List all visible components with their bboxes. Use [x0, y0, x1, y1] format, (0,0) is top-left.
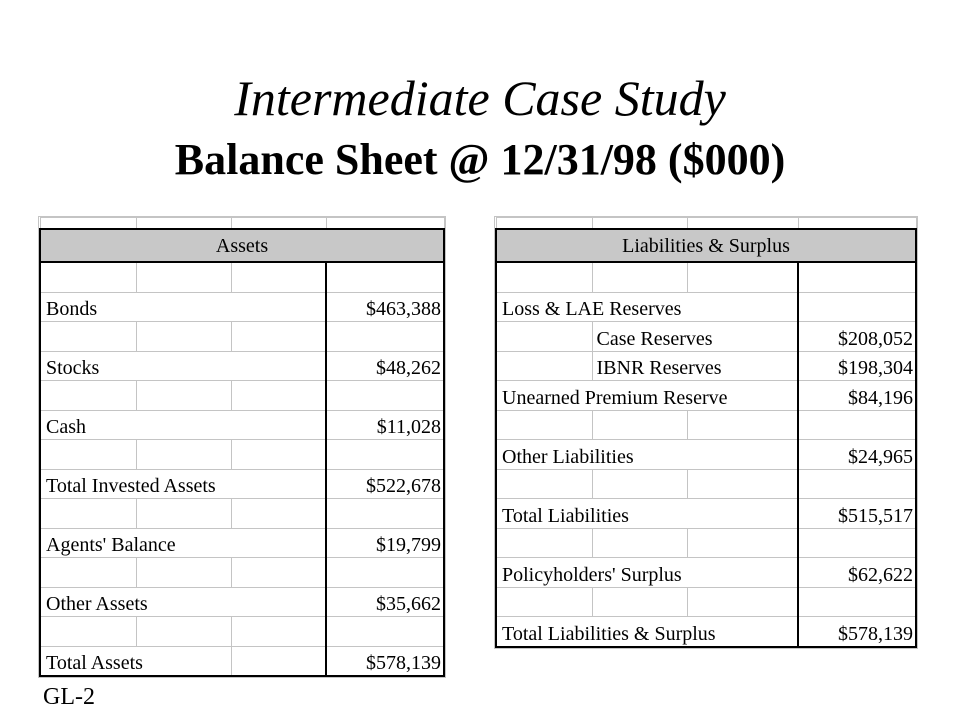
asset-label: Total Assets	[40, 646, 231, 676]
asset-amount: $11,028	[326, 410, 444, 440]
asset-amount: $35,662	[326, 587, 444, 617]
liability-amount: $515,517	[798, 499, 916, 529]
liability-amount	[798, 292, 916, 322]
assets-table	[39, 217, 445, 677]
asset-label: Bonds	[40, 292, 326, 322]
page-title-bold: Balance Sheet @ 12/31/98 ($000)	[174, 135, 786, 184]
asset-amount: $522,678	[326, 469, 444, 499]
liability-amount: $198,304	[798, 351, 916, 381]
asset-label: Total Invested Assets	[40, 469, 326, 499]
asset-label: Other Assets	[40, 587, 326, 617]
table-row	[496, 617, 916, 647]
table-row	[496, 322, 916, 352]
table-row	[496, 351, 916, 381]
table-row	[40, 528, 444, 558]
asset-amount: $48,262	[326, 351, 444, 381]
asset-label: Stocks	[40, 351, 326, 381]
liability-label: Total Liabilities	[496, 499, 798, 529]
table-row	[40, 351, 444, 381]
liability-amount: $24,965	[798, 440, 916, 470]
table-row	[496, 499, 916, 529]
asset-amount: $463,388	[326, 292, 444, 322]
asset-label: Cash	[40, 410, 326, 440]
table-row	[496, 292, 916, 322]
table-row	[496, 440, 916, 470]
liability-amount: $578,139	[798, 617, 916, 647]
slide-code: GL-2	[43, 684, 95, 710]
liability-label: Other Liabilities	[496, 440, 798, 470]
liability-label: Total Liabilities & Surplus	[496, 617, 798, 647]
liabilities-table	[495, 217, 917, 648]
liabilities-header: Liabilities & Surplus	[496, 229, 916, 262]
page-title-italic: Intermediate Case Study	[234, 70, 726, 126]
table-row	[40, 410, 444, 440]
table-row	[40, 646, 444, 676]
liability-amount: $84,196	[798, 381, 916, 411]
assets-sheet	[38, 216, 446, 678]
asset-amount: $19,799	[326, 528, 444, 558]
liability-label: Policyholders' Surplus	[496, 558, 798, 588]
table-row	[496, 558, 916, 588]
table-row	[40, 292, 444, 322]
asset-label: Agents' Balance	[40, 528, 326, 558]
liabilities-sheet	[494, 216, 918, 649]
liability-label: Unearned Premium Reserve	[496, 381, 798, 411]
table-row	[40, 587, 444, 617]
liability-label: IBNR Reserves	[592, 351, 798, 381]
liability-amount: $62,622	[798, 558, 916, 588]
liability-label: Loss & LAE Reserves	[496, 292, 798, 322]
asset-amount: $578,139	[326, 646, 444, 676]
liability-amount: $208,052	[798, 322, 916, 352]
assets-header: Assets	[40, 229, 444, 262]
table-row	[496, 381, 916, 411]
liability-label: Case Reserves	[592, 322, 798, 352]
table-row	[40, 469, 444, 499]
